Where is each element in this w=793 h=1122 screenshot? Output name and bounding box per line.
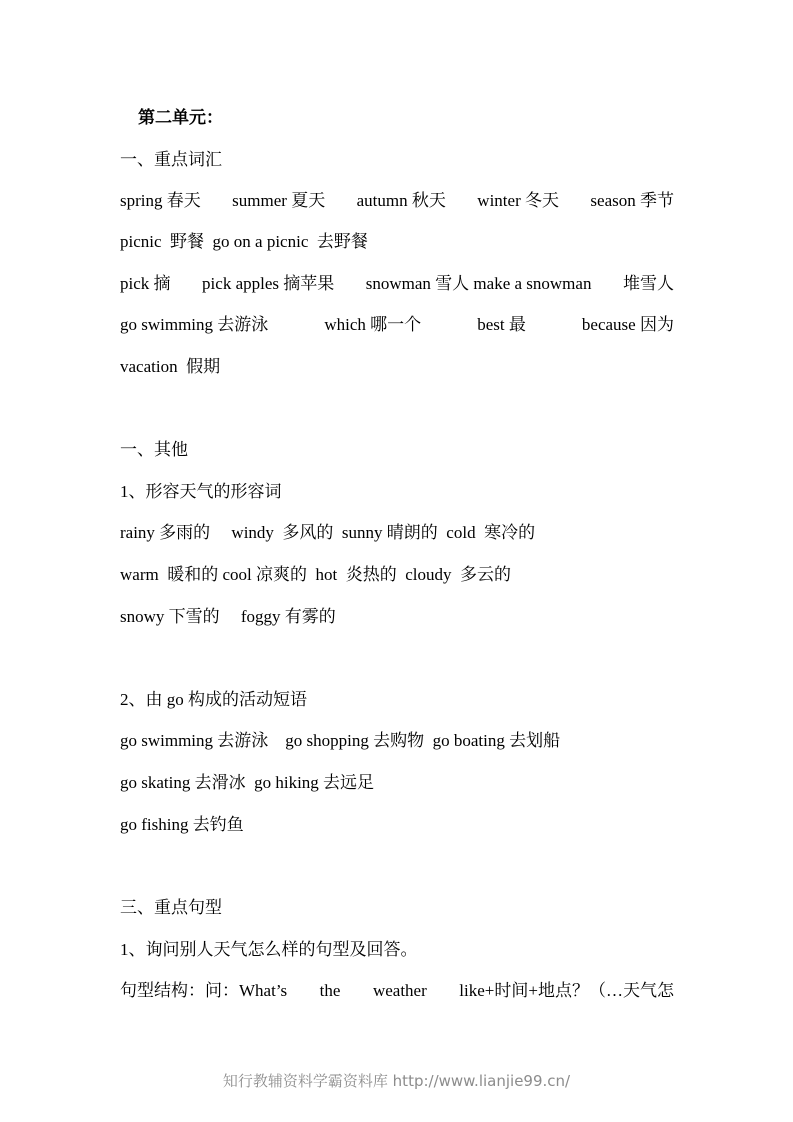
go-line-2: go skating 去滑冰 go hiking 去远足 (120, 773, 375, 792)
vocab-line-4 (120, 314, 674, 336)
vocab-item: pick apples 摘苹果 (202, 274, 335, 293)
weather-line-3: snowy 下雪的 foggy 有雾的 (120, 607, 336, 626)
weather-line-1: rainy 多雨的 windy 多风的 sunny 晴朗的 cold 寒冷的 (120, 523, 536, 542)
vocab-item: which 哪一个 (324, 315, 422, 334)
page-footer: 知行教辅资料学霸资料库 http://www.lianjie99.cn/ (222, 1072, 571, 1090)
vocab-item: because 因为 (581, 315, 674, 334)
patterns-heading: 三、重点句型 (120, 898, 222, 917)
weather-adjectives-heading: 1、形容天气的形容词 (120, 482, 282, 501)
go-line-3: go fishing 去钓鱼 (120, 815, 244, 834)
vocab-item: snowman 雪人 make a snowman (365, 274, 592, 293)
go-line-1: go swimming 去游泳 go shopping 去购物 go boating 去划船 (120, 731, 561, 750)
pattern-part: 句型结构：问：What’s (120, 981, 288, 1000)
pattern-question-heading: 1、询问别人天气怎么样的句型及回答。 (120, 940, 418, 959)
vocab-item: winter 冬天 (477, 191, 559, 210)
vocab-line-3 (120, 273, 674, 295)
vocab-item: go swimming 去游泳 (120, 315, 269, 334)
pattern-part: like+时间+地点？（…天气怎 (459, 981, 674, 1000)
weather-line-2: warm 暖和的 cool 凉爽的 hot 炎热的 cloudy 多云的 (120, 565, 511, 584)
vocab-item: best 最 (477, 315, 526, 334)
unit-title: 第二单元： (138, 108, 223, 127)
vocab-item: 堆雪人 (622, 274, 674, 293)
other-heading: 一、其他 (120, 440, 188, 459)
pattern-structure-line (120, 980, 674, 1002)
vocab-item: autumn 秋天 (356, 191, 446, 210)
go-phrases-heading: 2、由 go 构成的活动短语 (120, 690, 307, 709)
vocab-item: season 季节 (590, 191, 674, 210)
vocab-line-5: vacation 假期 (120, 357, 221, 376)
vocab-line-1 (120, 190, 674, 212)
vocab-item: summer 夏天 (232, 191, 326, 210)
pattern-part: the (319, 981, 341, 1000)
vocab-item: spring 春天 (120, 191, 201, 210)
pattern-part: weather (372, 981, 427, 1000)
vocab-heading: 一、重点词汇 (120, 150, 222, 169)
vocab-line-2: picnic 野餐 go on a picnic 去野餐 (120, 232, 368, 251)
vocab-item: pick 摘 (120, 274, 171, 293)
